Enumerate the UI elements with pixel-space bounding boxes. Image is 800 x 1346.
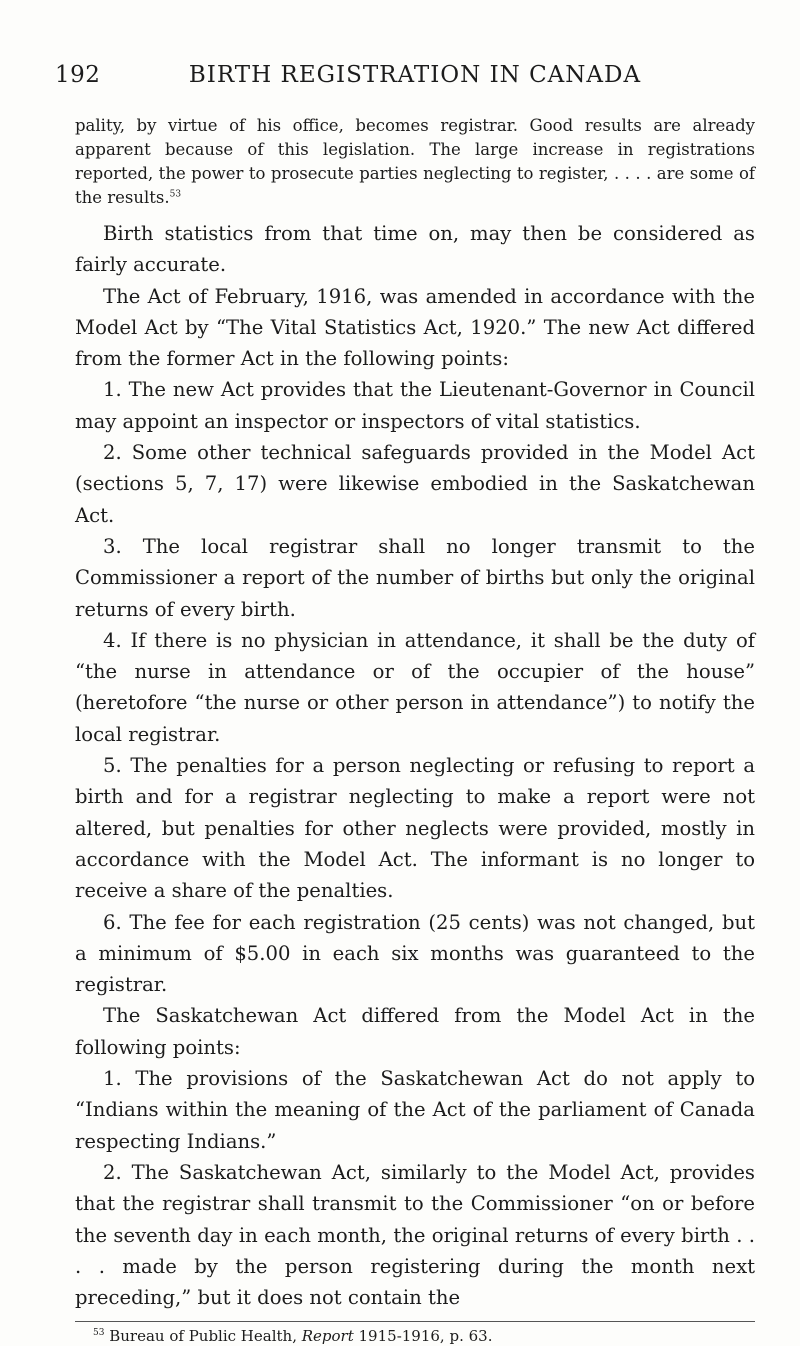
footnote-divider bbox=[75, 1321, 755, 1322]
paragraph: 1. The new Act provides that the Lieutenant-Governor in Council may appoint an inspector or inspectors of vital statistics. bbox=[75, 378, 755, 433]
footnote-citation: 1915-1916, p. 63. bbox=[353, 1327, 493, 1346]
footnote-text: Bureau of Public Health, bbox=[109, 1327, 302, 1346]
paragraph: 3. The local registrar shall no longer transmit to the Commissioner a report of the number of births but only the original returns of every birth. bbox=[75, 534, 755, 621]
footnote-report-title: Report bbox=[301, 1327, 354, 1346]
paragraph: 2. The Saskatchewan Act, similarly to the Model Act, provides that the registrar shall transmit to the Commissioner “on or before the seventh day in each month, the original returns of every birth . . . . made by the person registering during the month next preceding,” but it does not contain the bbox=[75, 1160, 755, 1310]
paragraph: 1. The provisions of the Saskatchewan Act do not apply to “Indians within the meaning of the Act of the parliament of Canada respecting Indians.” bbox=[75, 1067, 755, 1153]
paragraph: Birth statistics from that time on, may then be considered as fairly accurate. bbox=[75, 222, 755, 277]
footnote-reference: 53 bbox=[169, 189, 182, 200]
paragraph: 2. Some other technical safeguards provided in the Model Act (sections 5, 7, 17) were likewise embodied in the Saskatchewan Act. bbox=[75, 441, 755, 527]
footnote-number: 53 bbox=[93, 1328, 105, 1339]
body-text bbox=[75, 218, 755, 1313]
quoted-report-excerpt bbox=[75, 114, 755, 210]
running-title: BIRTH REGISTRATION IN CANADA bbox=[188, 62, 642, 88]
paragraph: 6. The fee for each registration (25 cents) was not changed, but a minimum of $5.00 in each six months was guaranteed to the registrar. bbox=[75, 910, 755, 997]
paragraph: 5. The penalties for a person neglecting or refusing to report a birth and for a registrar neglecting to make a report were not altered, but penalties for other neglects were provided, mostly in accordance with the Model Act. The informant is no longer to receive a share of the penalties. bbox=[75, 754, 755, 903]
paragraph: 4. If there is no physician in attendance, it shall be the duty of “the nurse in attendance or of the occupier of the house” (heretofore “the nurse or other person in attendance”) to notify the local registrar. bbox=[75, 628, 755, 746]
quote-text: pality, by virtue of his office, becomes registrar. Good results are already apparent because of this legislation. The large increase in registrations reported, the power to prosecute parties neglecting to register, . . . . are some of the results. bbox=[75, 116, 755, 207]
paragraph: The Act of February, 1916, was amended in accordance with the Model Act by “The Vital Statistics Act, 1920.” The new Act differed from the former Act in the following points: bbox=[75, 284, 755, 371]
running-head bbox=[55, 62, 755, 94]
footnote bbox=[75, 1326, 755, 1346]
paragraph: The Saskatchewan Act differed from the Model Act in the following points: bbox=[75, 1004, 755, 1059]
page-number: 192 bbox=[55, 62, 101, 88]
book-page bbox=[55, 62, 755, 1346]
